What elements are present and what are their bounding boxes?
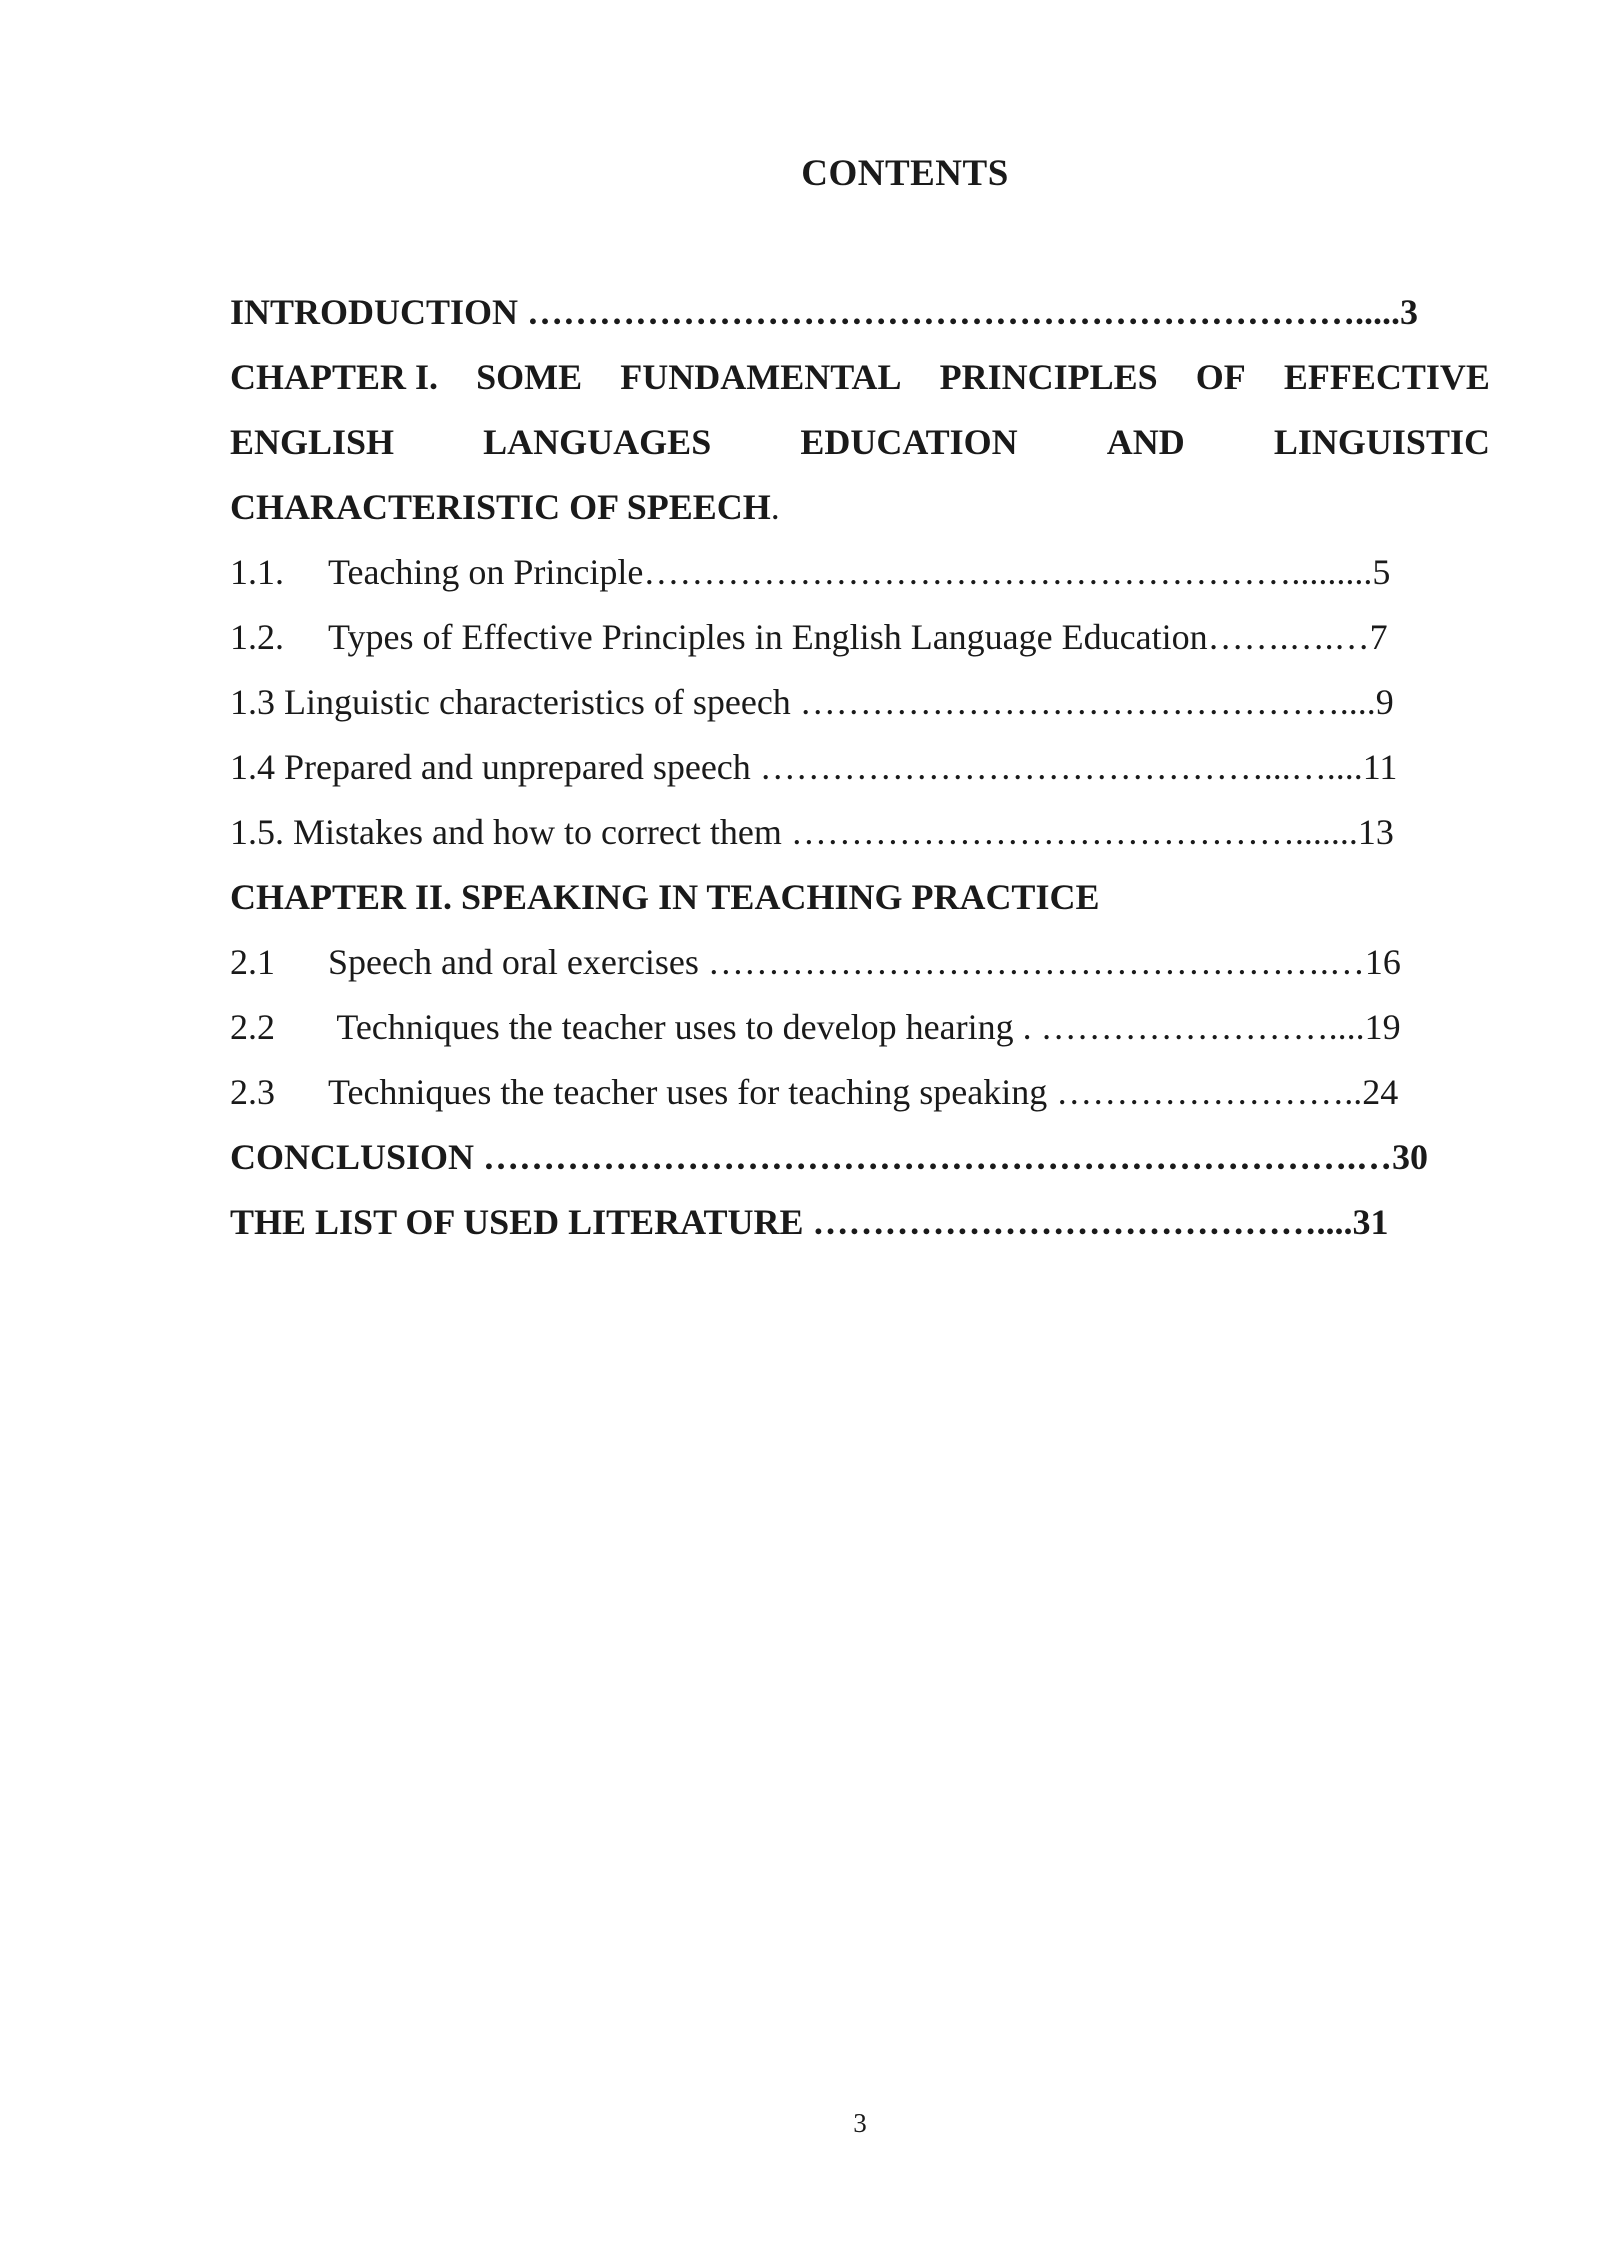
toc-word: EFFECTIVE	[1283, 357, 1490, 397]
toc-item-2-3	[230, 1060, 1490, 1125]
toc-introduction: INTRODUCTION …………………………………………………………….....3	[230, 292, 1419, 332]
toc-chapter2: CHAPTER II. SPEAKING IN TEACHING PRACTICE	[230, 877, 1100, 917]
toc-item-1-5: 1.5. Mistakes and how to correct them …………………………………….......13	[230, 812, 1394, 852]
toc-item-text: Techniques the teacher uses to develop hearing . ……………………....19	[328, 1007, 1401, 1047]
toc-item-number: 2.2	[230, 1007, 275, 1047]
toc-literature: THE LIST OF USED LITERATURE ……………………………………....31	[230, 1202, 1389, 1242]
toc-word: OF	[1195, 357, 1246, 397]
toc-item-number: 1.2.	[230, 617, 284, 657]
toc-word: LINGUISTIC	[1273, 422, 1490, 462]
toc-word: LANGUAGES	[483, 422, 712, 462]
toc-item-text: Techniques the teacher uses for teaching speaking ……………………..24	[328, 1072, 1399, 1112]
toc-item-text: Teaching on Principle……………………………………………….........5	[328, 552, 1391, 592]
toc-item-2-2	[230, 995, 1490, 1060]
toc-chapter1-period: .	[770, 487, 780, 527]
toc-word: AND	[1106, 422, 1185, 462]
toc-word: ENGLISH	[230, 422, 395, 462]
toc-chapter1-title-end: CHARACTERISTIC OF SPEECH	[230, 487, 771, 527]
toc-item-2-1	[230, 930, 1490, 995]
contents-title: CONTENTS	[801, 153, 1009, 194]
toc-item-number: 2.1	[230, 942, 275, 982]
toc-word: SOME	[476, 357, 583, 397]
toc-item-1-3: 1.3 Linguistic characteristics of speech ………………………………………....9	[230, 682, 1394, 722]
toc-chapter1-line1	[230, 345, 1490, 410]
toc-item-text: Types of Effective Principles in English Language Education…….….…7	[328, 617, 1388, 657]
toc-word: PRINCIPLES	[939, 357, 1158, 397]
toc-word: EDUCATION	[800, 422, 1018, 462]
table-of-contents	[230, 280, 1490, 1255]
toc-item-number: 1.1.	[230, 552, 284, 592]
toc-item-number: 2.3	[230, 1072, 275, 1112]
toc-word: CHAPTER I.	[230, 357, 439, 397]
toc-item-1-1	[230, 540, 1490, 605]
toc-item-text: Speech and oral exercises …………………………………………….…16	[328, 942, 1401, 982]
toc-item-1-4: 1.4 Prepared and unprepared speech ……………………………………...…....11	[230, 747, 1398, 787]
page-number: 3	[853, 2108, 867, 2138]
toc-conclusion: CONCLUSION ……………………………………………………………….…30	[230, 1137, 1429, 1177]
toc-chapter1-line3	[230, 475, 1490, 540]
toc-word: FUNDAMENTAL	[620, 357, 902, 397]
toc-chapter1-line2	[230, 410, 1490, 475]
toc-item-1-2	[230, 605, 1490, 670]
